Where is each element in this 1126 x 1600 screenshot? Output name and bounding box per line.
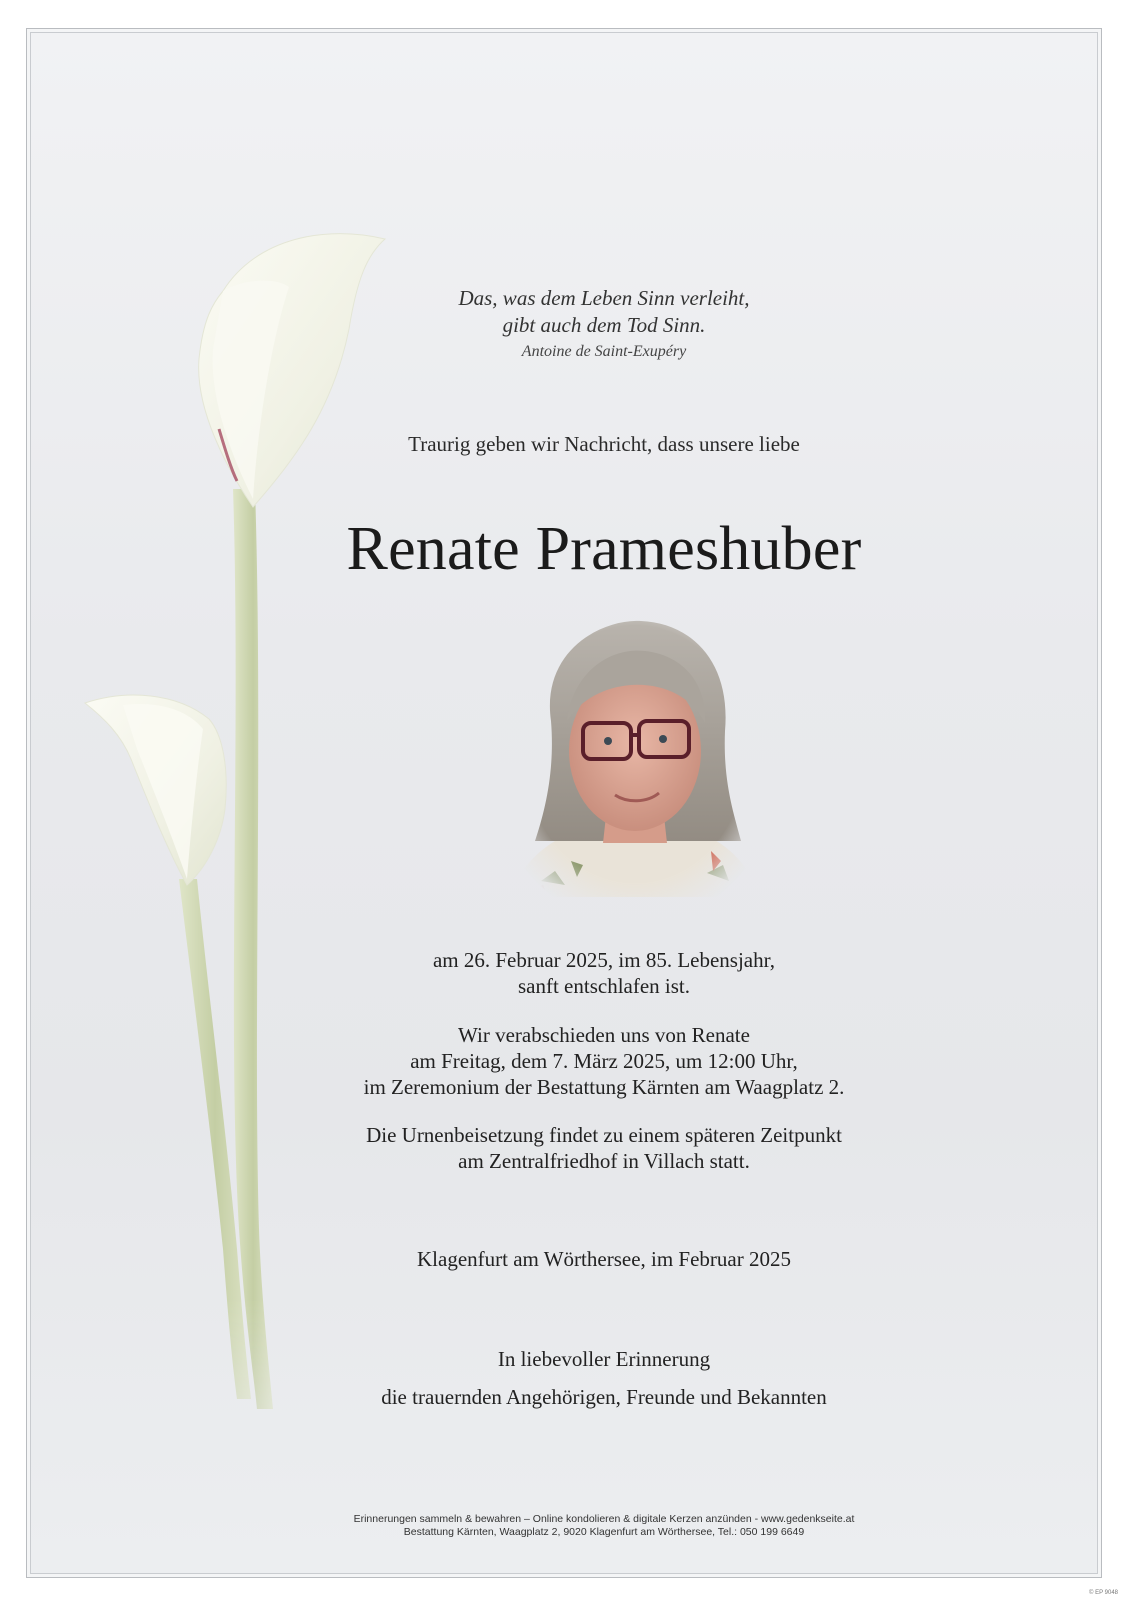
portrait-photo [511, 611, 759, 897]
quote-line-2: gibt auch dem Tod Sinn. [502, 313, 706, 337]
quote-line-1: Das, was dem Leben Sinn verleiht, [458, 286, 750, 310]
corner-code: © EP 9048 [1089, 1590, 1118, 1596]
intro-text: Traurig geben wir Nachricht, dass unsere liebe [408, 432, 800, 456]
calla-lily-illustration [27, 29, 447, 1577]
urn-burial-details [67, 1122, 1126, 1174]
signature-line-2: die trauernden Angehörigen, Freunde und Bekannten [381, 1385, 827, 1409]
farewell-line-1: Wir verabschieden uns von Renate [458, 1023, 750, 1047]
quote-author: Antoine de Saint-Exupéry [521, 343, 687, 360]
signature-line-1: In liebevoller Erinnerung [497, 1347, 711, 1371]
death-notice [67, 947, 1126, 999]
urn-burial-line-1: Die Urnenbeisetzung findet zu einem späteren Zeitpunkt [366, 1123, 842, 1147]
death-notice-line-2: sanft entschlafen ist. [517, 974, 691, 998]
farewell-line-3: im Zeremonium der Bestattung Kärnten am Waagplatz 2. [363, 1075, 845, 1099]
deceased-name: Renate Prameshuber [346, 515, 862, 583]
footer-line-2: Bestattung Kärnten, Waagplatz 2, 9020 Klagenfurt am Wörthersee, Tel.: 050 199 6649 [403, 1526, 805, 1538]
obituary-card [26, 28, 1102, 1578]
footer [67, 1513, 1126, 1539]
urn-burial-line-2: am Zentralfriedhof in Villach statt. [458, 1149, 750, 1173]
farewell-details [67, 1022, 1126, 1100]
death-notice-line-1: am 26. Februar 2025, im 85. Lebensjahr, [432, 948, 776, 972]
place-and-date: Klagenfurt am Wörthersee, im Februar 2025 [417, 1247, 791, 1271]
footer-line-1: Erinnerungen sammeln & bewahren – Online kondolieren & digitale Kerzen anzünden - www.gedenkseite.at [353, 1513, 855, 1525]
farewell-line-2: am Freitag, dem 7. März 2025, um 12:00 Uhr, [410, 1049, 798, 1073]
quote [67, 285, 1126, 339]
